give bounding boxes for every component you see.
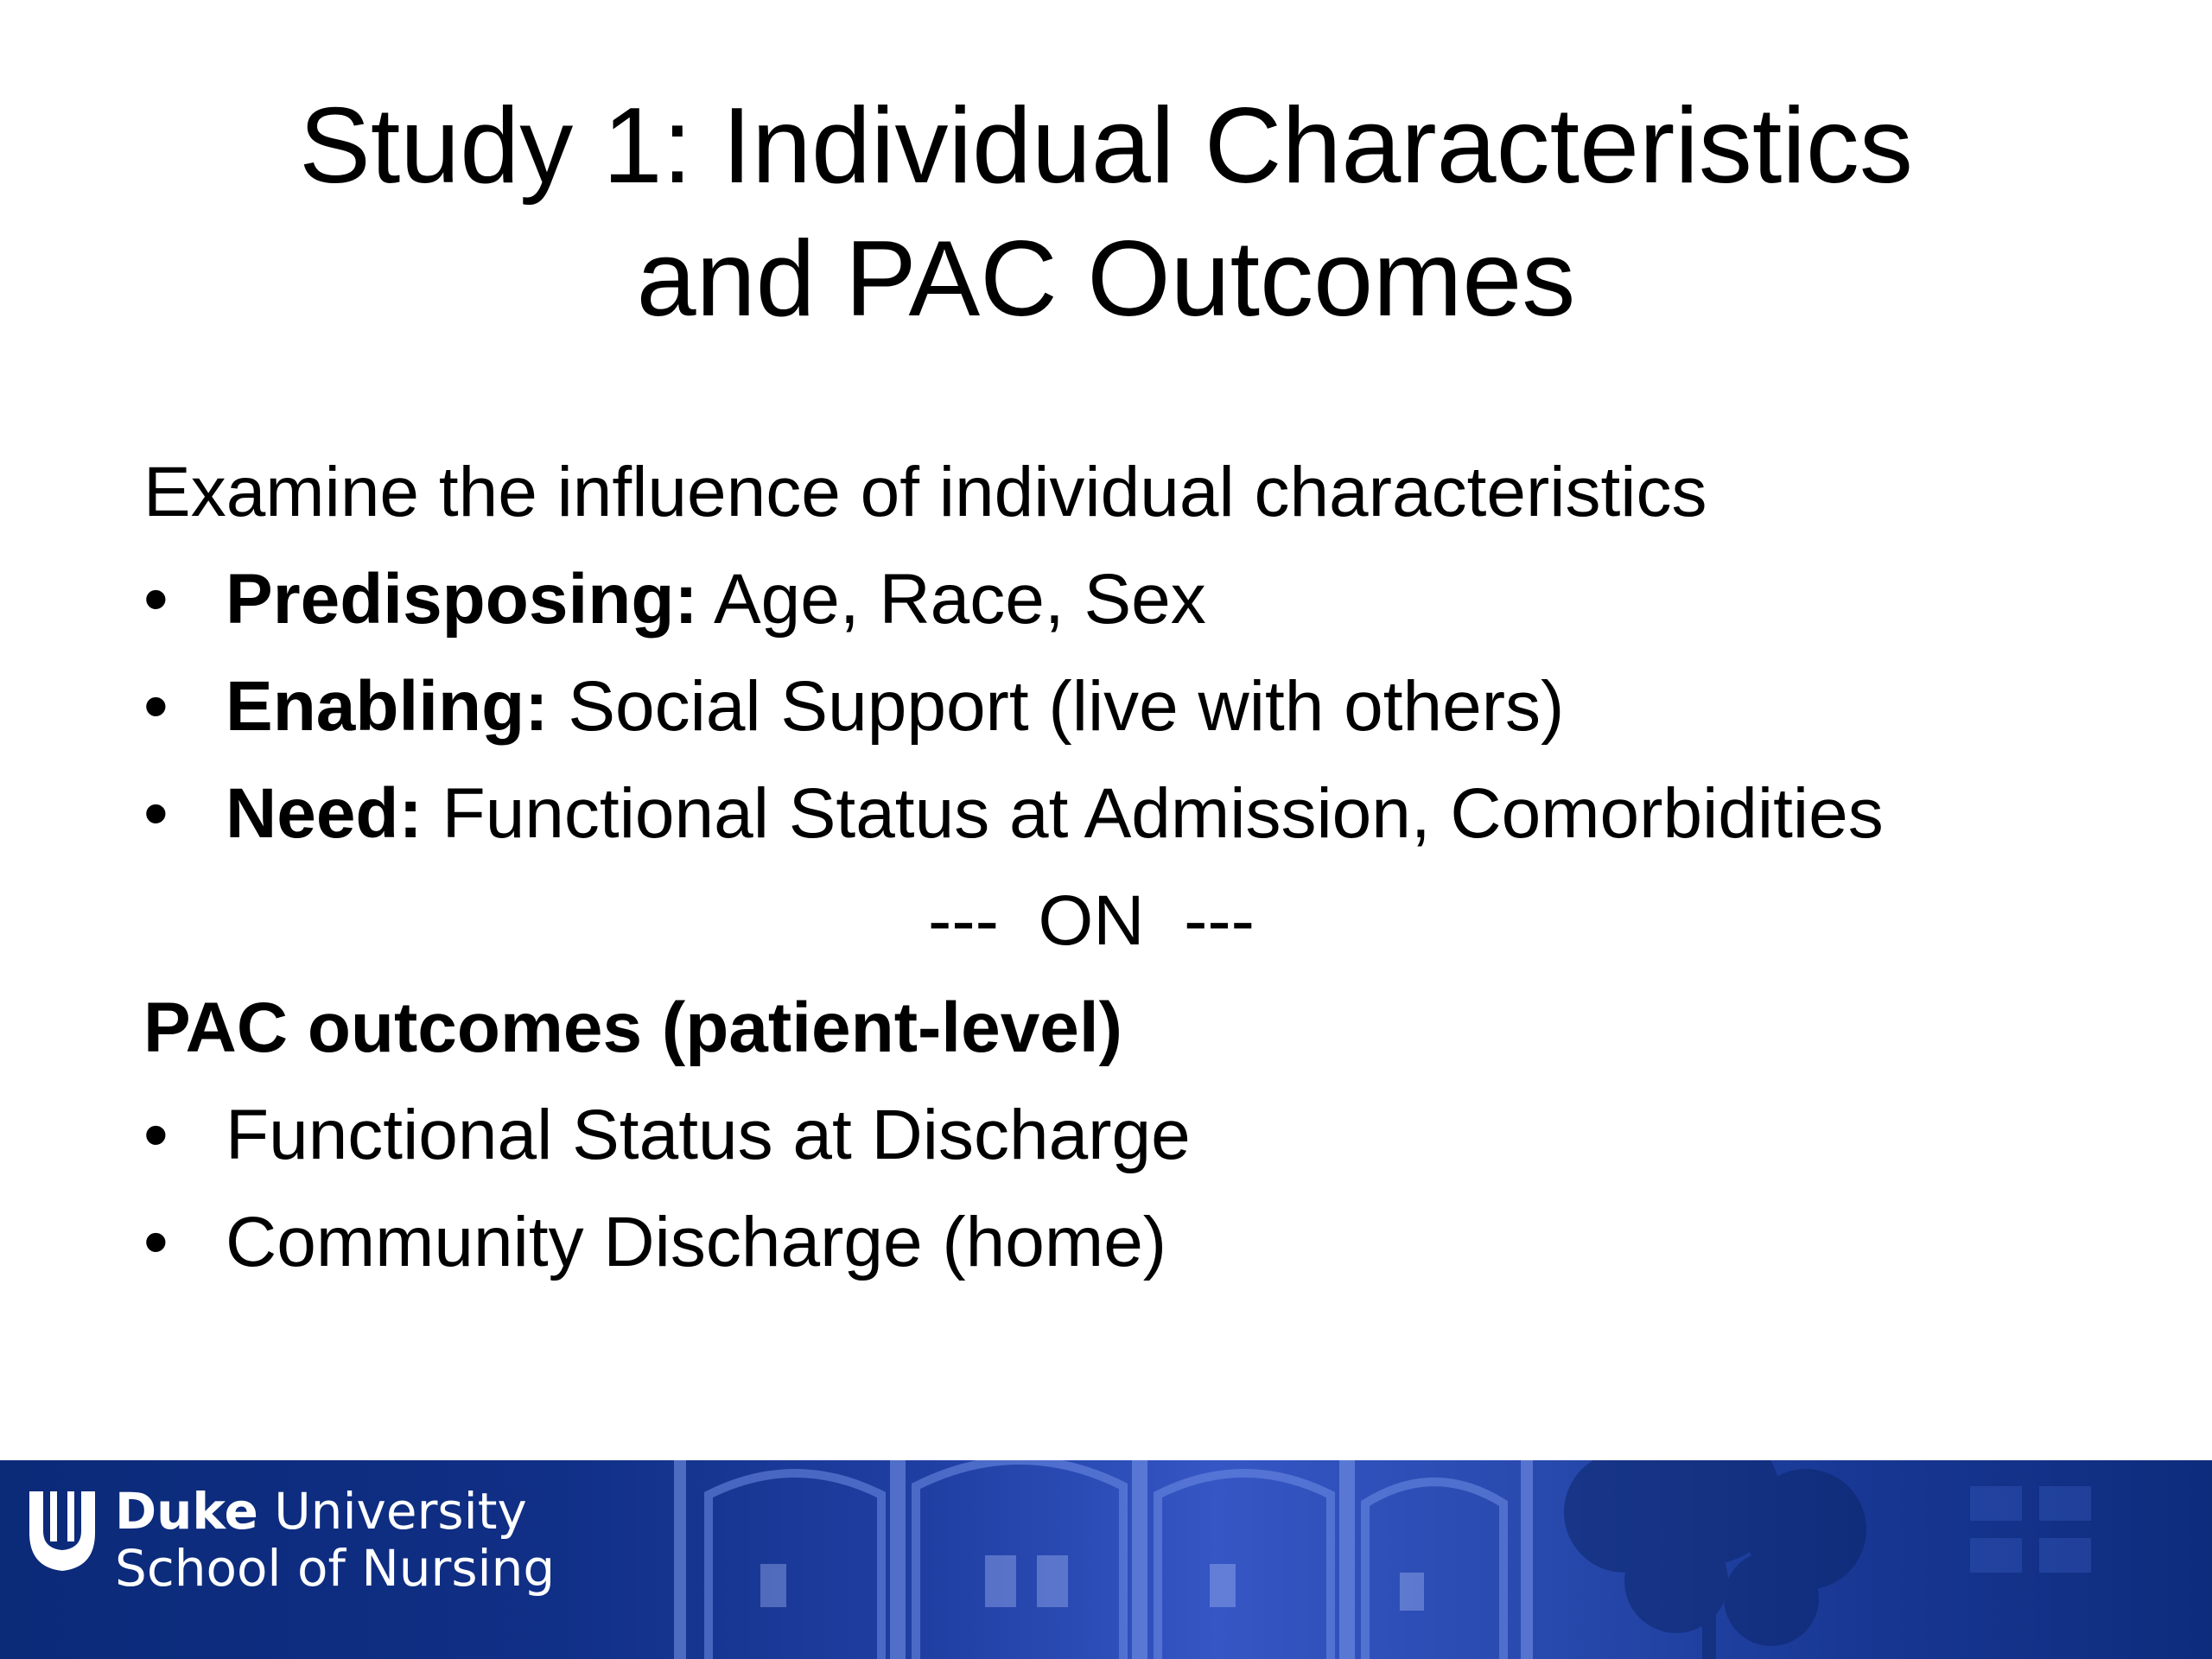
intro-text: Examine the influence of individual characteristics [143,453,1707,531]
bullet-dot: • [143,667,168,746]
wordmark-line-1 [115,1483,555,1540]
bullet-dot: • [143,1203,168,1281]
bullet-predisposing [143,546,2088,653]
bullet-enabling [143,653,2088,760]
wordmark-line-2: School of Nursing [115,1539,556,1598]
slide-title-line-2: and PAC Outcomes [636,219,1576,339]
bullet-dot: • [143,560,168,639]
footer-banner [0,1460,2212,1659]
bullet-text: Social Support (live with others) [548,667,1565,746]
slide-title [0,79,2212,346]
wordmark-duke: Duke [115,1482,258,1541]
bullet-text: Functional Status at Admission, Comorbidities [422,774,1884,853]
bullet-label: Need: [226,774,423,853]
slide-title-line-1: Study 1: Individual Characteristics [299,86,1913,206]
connector-text: --- ON --- [928,881,1255,960]
slide-body [143,439,2088,1296]
outcomes-heading [143,975,2088,1082]
wordmark-university: University [257,1482,527,1541]
bullet-dot: • [143,774,168,853]
building-arch-graphic [657,1460,1607,1659]
bullet-text: Community Discharge (home) [226,1203,1167,1281]
outcomes-heading-text: PAC outcomes (patient-level) [143,988,1122,1067]
bullet-need [143,760,2088,868]
bullet-outcome-functional [143,1082,2088,1189]
bullet-text: Age, Race, Sex [697,560,1206,639]
duke-wordmark [115,1483,555,1597]
bullet-label: Predisposing: [226,560,698,639]
tree-graphic [1521,1460,2212,1659]
bullet-outcome-community [143,1189,2088,1296]
duke-shield-icon [26,1488,99,1574]
bullet-dot: • [143,1096,168,1174]
bullet-text: Functional Status at Discharge [226,1096,1191,1174]
bullet-label: Enabling: [226,667,549,746]
